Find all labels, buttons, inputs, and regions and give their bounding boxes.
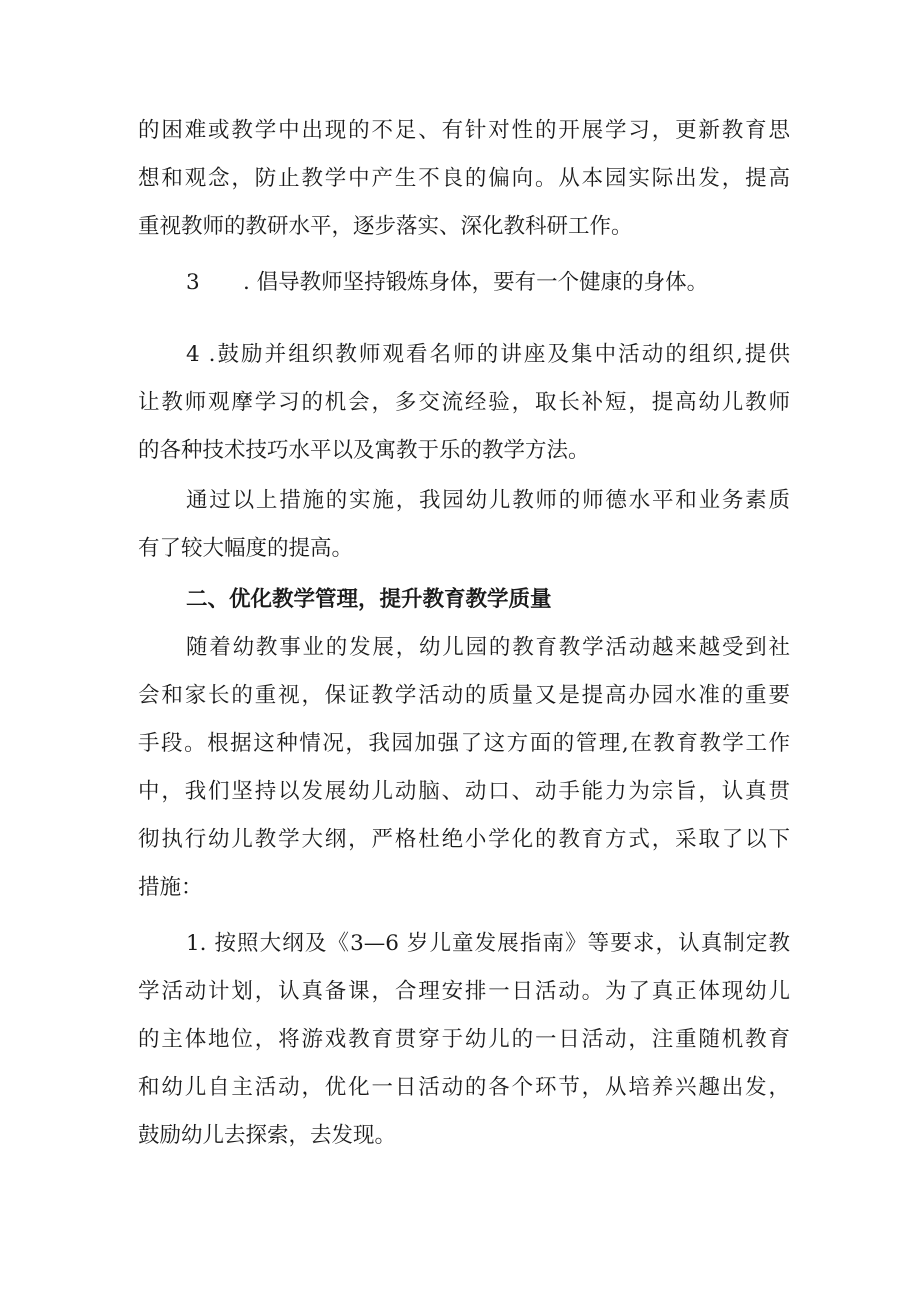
paragraph-line: 措施： xyxy=(138,875,203,900)
paragraph-line: 的困难或教学中出现的不足、有针对性的开展学习，更新教育思 xyxy=(138,118,790,143)
paragraph-line: 随着幼教事业的发展，幼儿园的教育教学活动越来越受到社 xyxy=(186,635,790,660)
paragraph-line: 通过以上措施的实施，我园幼儿教师的师德水平和业务素质 xyxy=(186,488,790,513)
paragraph-line: 和幼儿自主活动，优化一日活动的各个环节，从培养兴趣出发， xyxy=(138,1075,790,1100)
paragraph-line: 重视教师的教研水平，逐步落实、深化教科研工作。 xyxy=(138,214,633,239)
paragraph-line: 会和家长的重视，保证教学活动的质量又是提高办园水准的重要 xyxy=(138,683,790,708)
paragraph-line: 鼓励幼儿去探索，去发现。 xyxy=(138,1123,397,1148)
list-item-number: 3 xyxy=(186,270,200,295)
section-heading: 二、优化教学管理，提升教育教学质量 xyxy=(186,587,552,612)
list-item-text: . 倡导教师坚持锻炼身体，要有一个健康的身体。 xyxy=(243,270,709,295)
paragraph-line: 的主体地位，将游戏教育贯穿于幼儿的一日活动，注重随机教育 xyxy=(138,1027,790,1052)
paragraph-line: 中，我们坚持以发展幼儿动脑、动口、动手能力为宗旨，认真贯 xyxy=(138,779,790,804)
paragraph-line: 4 .鼓励并组织教师观看名师的讲座及集中活动的组织,提供 xyxy=(186,342,790,367)
paragraph-line: 学活动计划，认真备课，合理安排一日活动。为了真正体现幼儿 xyxy=(138,979,790,1004)
paragraph-line: 让教师观摩学习的机会，多交流经验，取长补短，提高幼儿教师 xyxy=(138,390,790,415)
paragraph-line: 有了较大幅度的提高。 xyxy=(138,536,354,561)
paragraph-line: 手段。根据这种情况，我园加强了这方面的管理,在教育教学工作 xyxy=(138,731,790,756)
paragraph-line: 想和观念，防止教学中产生不良的偏向。从本园实际出发，提高 xyxy=(138,166,790,191)
paragraph-line: 彻执行幼儿教学大纲，严格杜绝小学化的教育方式，采取了以下 xyxy=(138,827,790,852)
paragraph-line: 的各种技术技巧水平以及寓教于乐的教学方法。 xyxy=(138,438,590,463)
paragraph-line: 1. 按照大纲及《3—6 岁儿童发展指南》等要求，认真制定教 xyxy=(186,931,790,956)
